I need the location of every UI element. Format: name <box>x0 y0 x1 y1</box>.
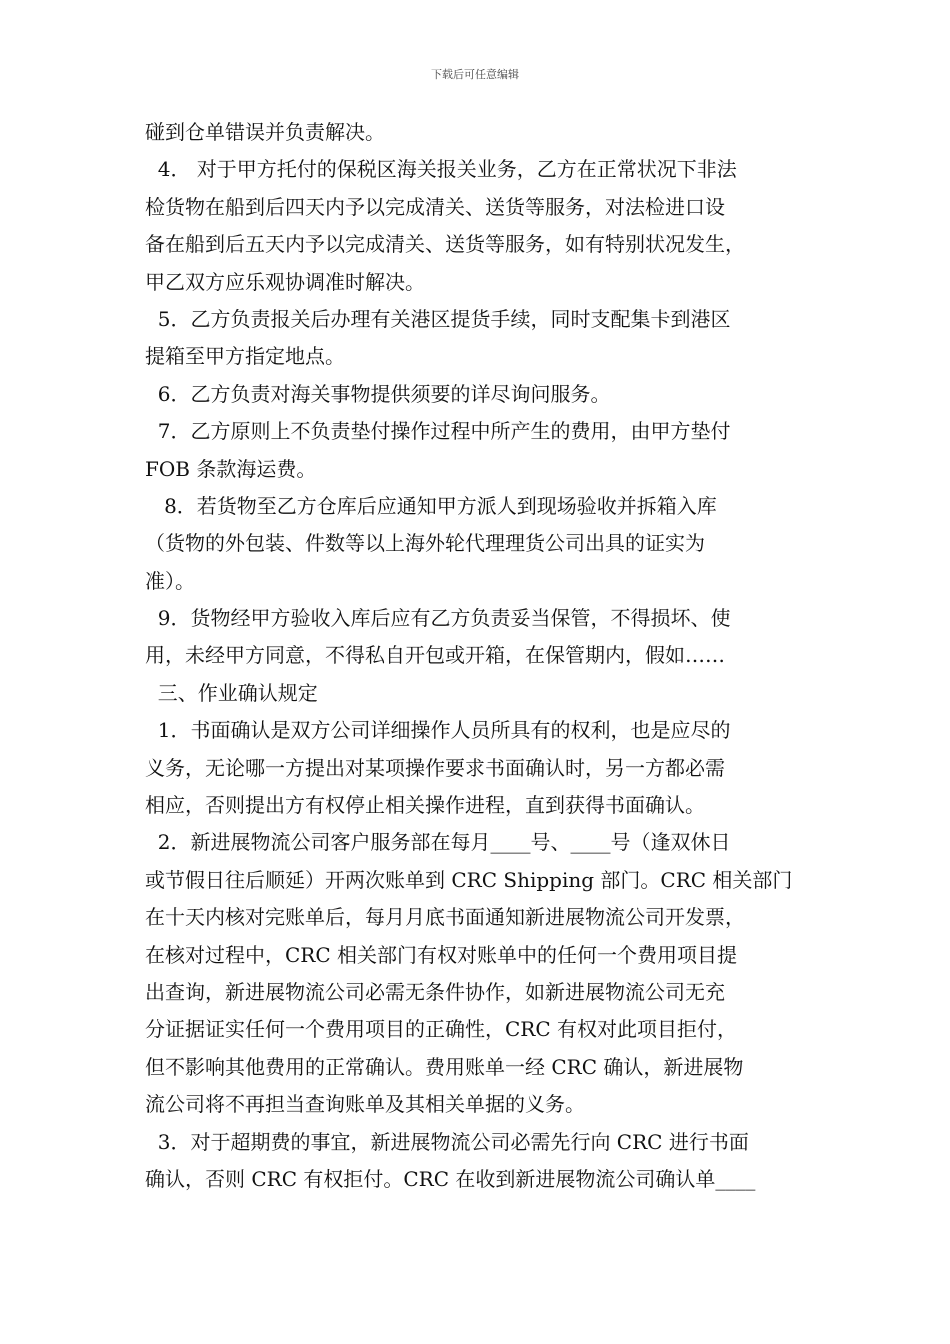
text-line: 9．货物经甲方验收入库后应有乙方负责妥当保管，不得损坏、使 <box>145 606 731 631</box>
text-line: 相应，否则提出方有权停止相关操作进程，直到获得书面确认。 <box>145 793 705 818</box>
text-line: 碰到仓单错误并负责解决。 <box>145 120 385 144</box>
text-line: 1．书面确认是双方公司详细操作人员所具有的权利，也是应尽的 <box>145 718 731 743</box>
text-line: 5．乙方负责报关后办理有关港区提货手续，同时支配集卡到港区 <box>145 306 731 331</box>
text-line: 但不影响其他费用的正常确认。费用账单一经 CRC 确认，新进展物 <box>145 1054 744 1079</box>
page-header: 下载后可任意编辑 <box>431 68 519 81</box>
text-line: 用，未经甲方同意，不得私自开包或开箱，在保管期内，假如…… <box>145 643 725 668</box>
text-line: 出查询，新进展物流公司必需无条件协作，如新进展物流公司无充 <box>145 979 725 1004</box>
text-line: 在核对过程中，CRC 相关部门有权对账单中的任何一个费用项目提 <box>145 942 738 967</box>
text-line: 准）。 <box>145 568 195 593</box>
text-line: 8．若货物至乙方仓库后应通知甲方派人到现场验收并拆箱入库 <box>145 493 717 518</box>
text-line: （货物的外包装、件数等以上海外轮代理理货公司出具的证实为 <box>145 531 705 556</box>
text-line: FOB 条款海运费。 <box>145 456 317 481</box>
text-line: 7．乙方原则上不负责垫付操作过程中所产生的费用，由甲方垫付 <box>145 419 731 444</box>
text-line: 在十天内核对完账单后，每月月底书面通知新进展物流公司开发票， <box>145 905 745 930</box>
text-line: 6．乙方负责对海关事物提供须要的详尽询问服务。 <box>145 381 611 406</box>
text-line: 提箱至甲方指定地点。 <box>145 344 345 369</box>
text-line: 分证据证实任何一个费用项目的正确性，CRC 有权对此项目拒付， <box>145 1017 738 1042</box>
text-line: 义务，无论哪一方提出对某项操作要求书面确认时，另一方都必需 <box>145 755 725 780</box>
text-line: 或节假日往后顺延）开两次账单到 CRC Shipping 部门。CRC 相关部门 <box>145 867 793 892</box>
text-line: 备在船到后五天内予以完成清关、送货等服务，如有特别状况发生， <box>145 232 745 257</box>
text-line: 三、作业确认规定 <box>145 680 318 705</box>
document-body <box>145 114 815 1198</box>
text-line: 流公司将不再担当查询账单及其相关单据的义务。 <box>145 1092 585 1117</box>
text-line: 甲乙双方应乐观协调准时解决。 <box>145 269 425 294</box>
text-line: 4． 对于甲方托付的保税区海关报关业务，乙方在正常状况下非法 <box>145 157 737 182</box>
text-line: 确认，否则 CRC 有权拒付。CRC 在收到新进展物流公司确认单____ <box>145 1166 756 1191</box>
text-line: 检货物在船到后四天内予以完成清关、送货等服务，对法检进口设 <box>145 194 725 219</box>
text-line: 3．对于超期费的事宜，新进展物流公司必需先行向 CRC 进行书面 <box>145 1129 749 1154</box>
text-line: 2．新进展物流公司客户服务部在每月____号、____号（逢双休日 <box>145 830 731 855</box>
